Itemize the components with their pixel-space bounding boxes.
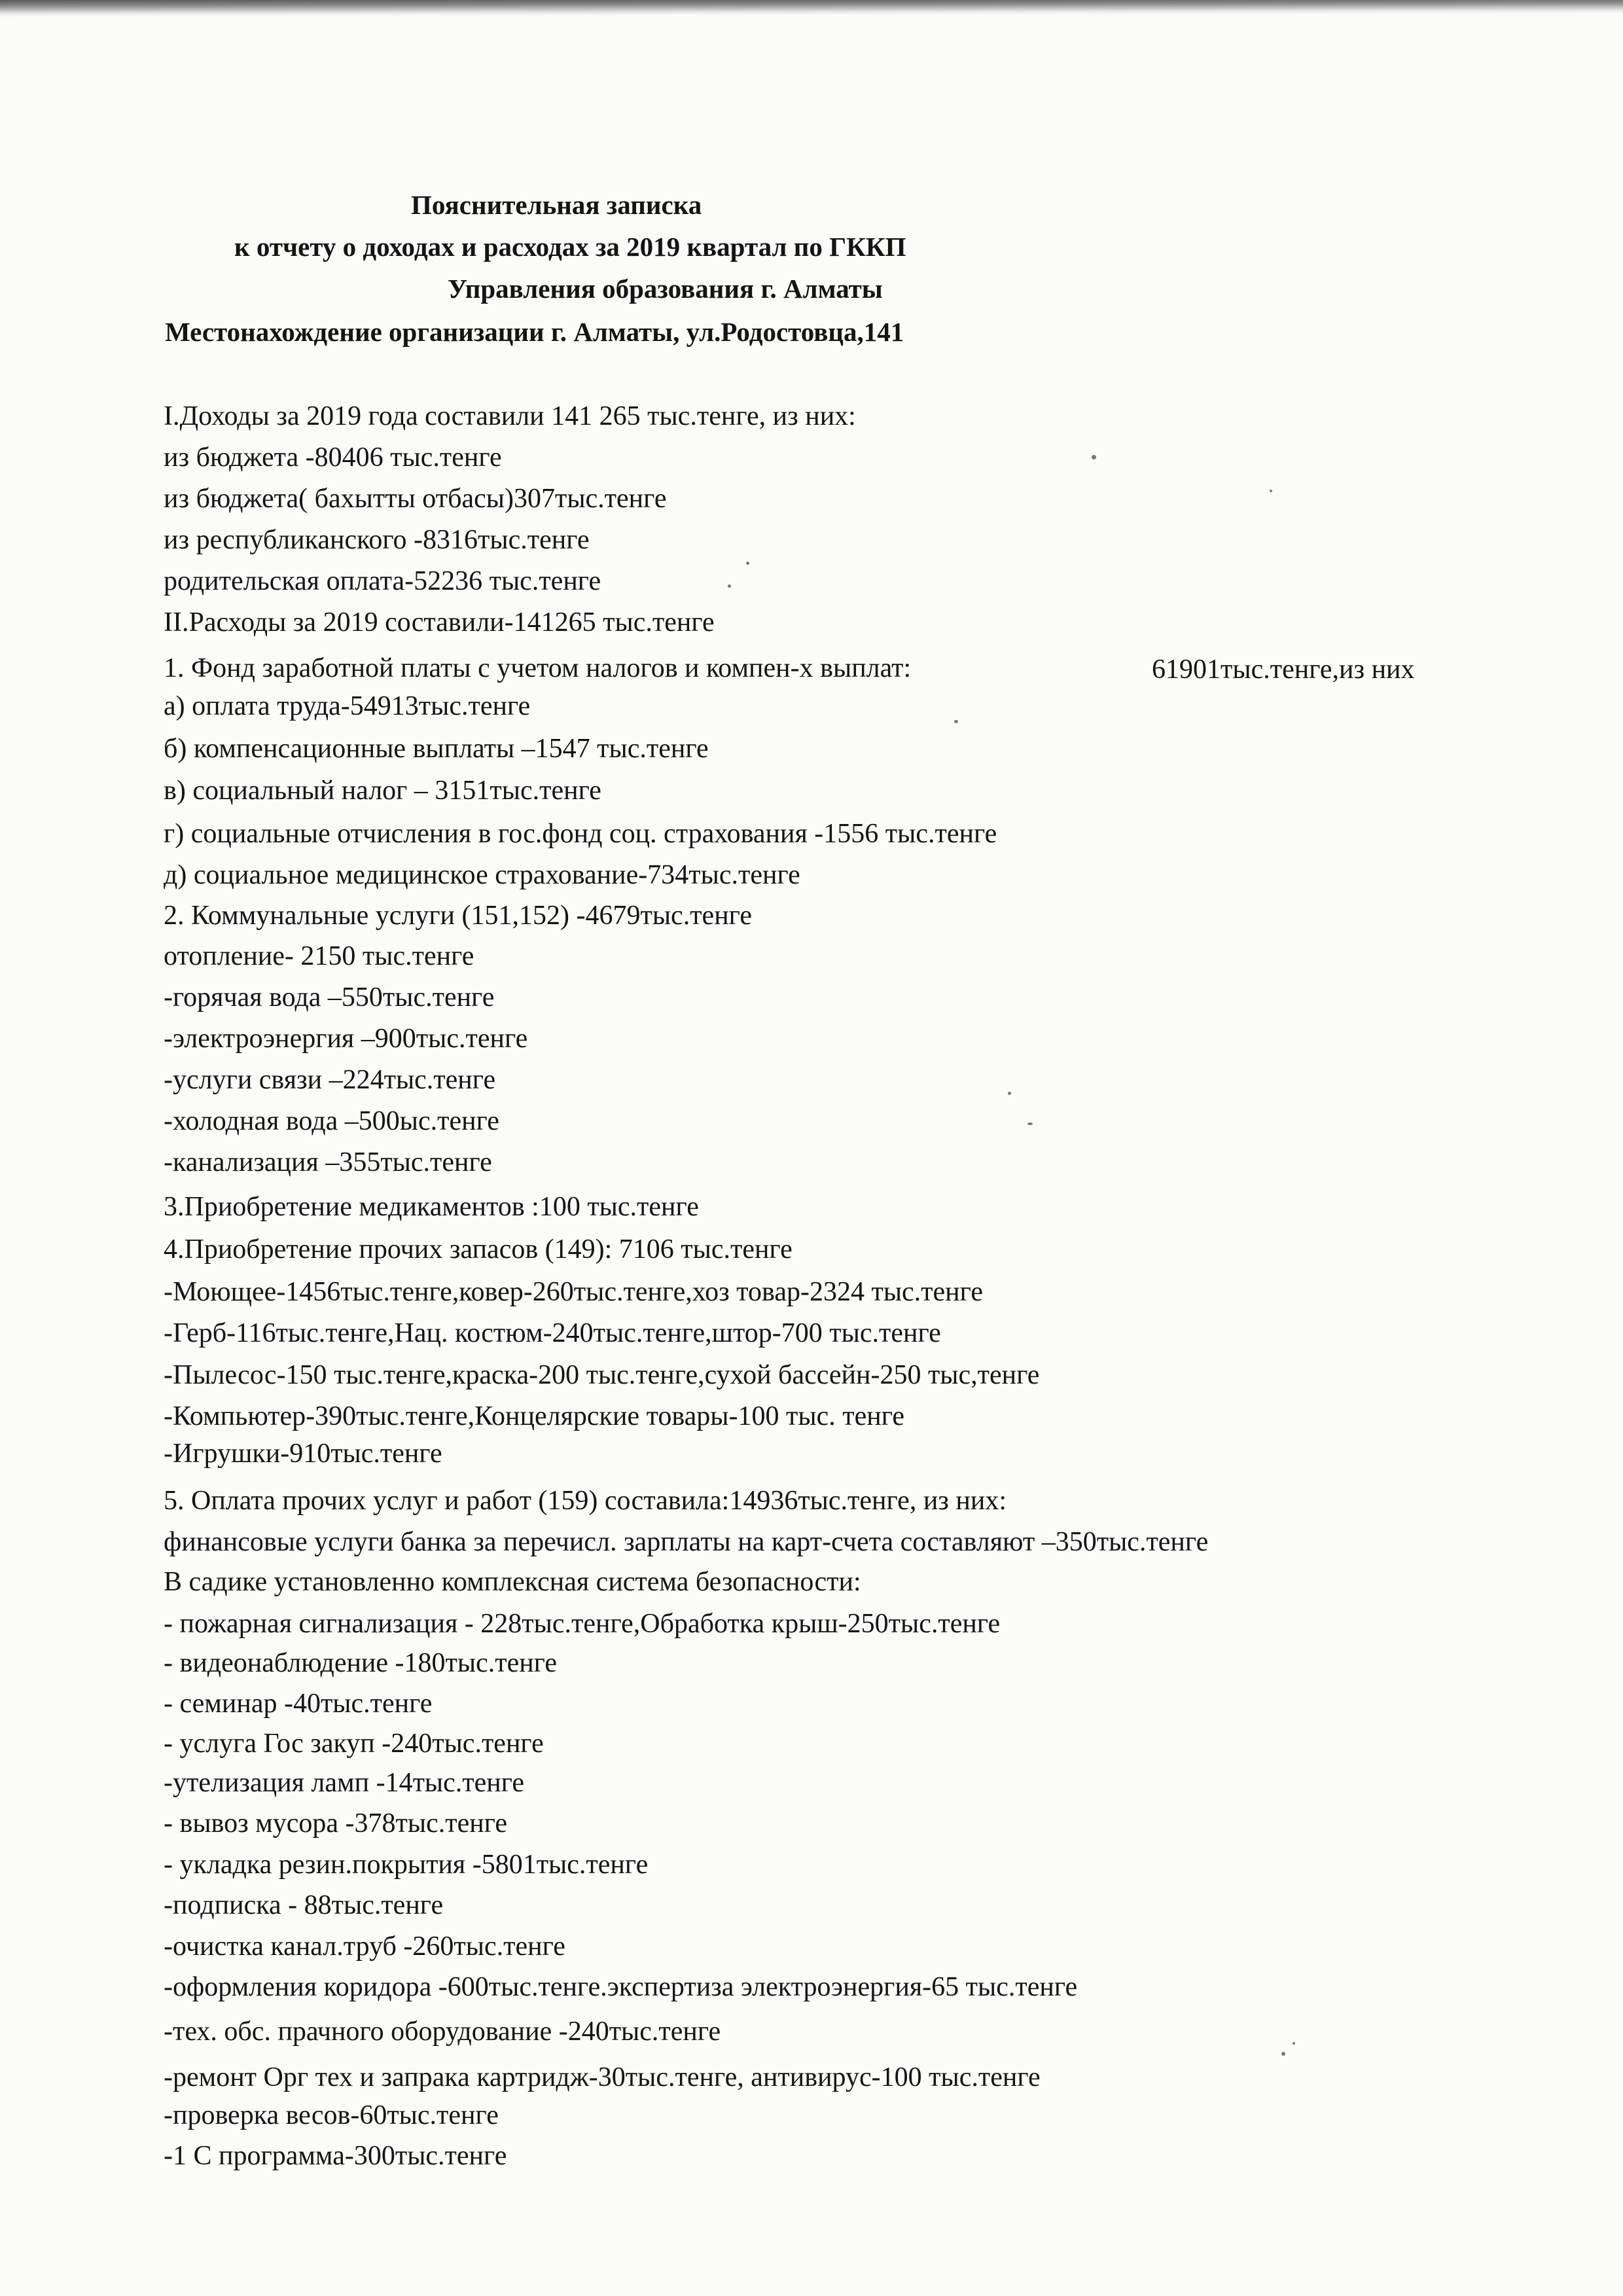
scan-speck bbox=[1027, 1122, 1033, 1125]
text-line: родительская оплата-52236 тыс.тенге bbox=[164, 566, 601, 596]
text-line: -канализация –355тыс.тенге bbox=[164, 1147, 492, 1177]
text-line: 5. Оплата прочих услуг и работ (159) составила:14936тыс.тенге, из них: bbox=[164, 1486, 1007, 1516]
organization-address: Местонахождение организации г. Алматы, ул.Родостовца,141 bbox=[165, 317, 904, 347]
text-line: -оформления коридора -600тыс.тенге.экспертиза электроэнергия-65 тыс.тенге bbox=[164, 1972, 1078, 2002]
text-line: г) социальные отчисления в гос.фонд соц. страхования -1556 тыс.тенге bbox=[164, 819, 997, 849]
document-title: Пояснительная записка bbox=[411, 190, 702, 220]
text-line: -услуги связи –224тыс.тенге bbox=[164, 1065, 496, 1095]
text-line: -Компьютер-390тыс.тенге,Концелярские товары-100 тыс. тенге bbox=[164, 1401, 905, 1431]
text-line: - вывоз мусора -378тыс.тенге bbox=[164, 1808, 508, 1839]
text-line: - укладка резин.покрытия -5801тыс.тенге bbox=[164, 1850, 649, 1880]
scan-speck bbox=[1270, 490, 1272, 492]
text-line: -Моющее-1456тыс.тенге,ковер-260тыс.тенге,хоз товар-2324 тыс.тенге bbox=[164, 1277, 983, 1307]
text-line: д) социальное медицинское страхование-734тыс.тенге bbox=[164, 860, 800, 890]
scan-speck bbox=[1293, 2042, 1295, 2045]
text-line: -Пылесос-150 тыс.тенге,краска-200 тыс.тенге,сухой бассейн-250 тыс,тенге bbox=[164, 1360, 1040, 1390]
scan-top-edge bbox=[0, 0, 1623, 17]
text-line: -подписка - 88тыс.тенге bbox=[164, 1890, 444, 1920]
text-line: - видеонаблюдение -180тыс.тенге bbox=[164, 1648, 558, 1678]
text-line: из бюджета( бахытты отбасы)307тыс.тенге bbox=[164, 484, 667, 514]
text-line: а) оплата труда-54913тыс.тенге bbox=[164, 691, 531, 721]
scan-speck bbox=[1092, 455, 1096, 459]
text-line: в) социальный налог – 3151тыс.тенге bbox=[164, 776, 601, 806]
scan-speck bbox=[1008, 1092, 1011, 1095]
text-line: -1 С программа-300тыс.тенге bbox=[164, 2141, 507, 2171]
text-line: I.Доходы за 2019 года составили 141 265 тыс.тенге, из них: bbox=[164, 401, 856, 431]
text-line: из бюджета -80406 тыс.тенге bbox=[164, 442, 502, 473]
text-line: -утелизация ламп -14тыс.тенге bbox=[164, 1768, 525, 1798]
text-line: - пожарная сигнализация - 228тыс.тенге,Обработка крыш-250тыс.тенге bbox=[164, 1609, 1001, 1639]
text-line: 4.Приобретение прочих запасов (149): 7106 тыс.тенге bbox=[164, 1234, 793, 1265]
text-line: -очистка канал.труб -260тыс.тенге bbox=[164, 1931, 565, 1962]
text-line: 1. Фонд заработной платы с учетом налогов и компен-х выплат: bbox=[164, 653, 912, 683]
text-line: - услуга Гос закуп -240тыс.тенге bbox=[164, 1729, 544, 1759]
text-line: II.Расходы за 2019 составили-141265 тыс.тенге bbox=[164, 607, 715, 637]
text-line: -тех. обс. прачного оборудование -240тыс.тенге bbox=[164, 2017, 721, 2047]
text-line: б) компенсационные выплаты –1547 тыс.тенге bbox=[164, 734, 709, 764]
text-line: финансовые услуги банка за перечисл. зарплаты на карт-счета составляют –350тыс.тенге bbox=[164, 1527, 1209, 1557]
text-line: - семинар -40тыс.тенге bbox=[164, 1689, 433, 1719]
text-line: -горячая вода –550тыс.тенге bbox=[164, 982, 495, 1013]
text-line: отопление- 2150 тыс.тенге bbox=[164, 941, 474, 971]
text-line: из республиканского -8316тыс.тенге bbox=[164, 525, 590, 555]
text-line: -холодная вода –500ыс.тенге bbox=[164, 1106, 499, 1136]
organization-name: Управления образования г. Алматы bbox=[448, 274, 883, 304]
text-line: -Герб-116тыс.тенге,Нац. костюм-240тыс.тенге,штор-700 тыс.тенге bbox=[164, 1318, 941, 1348]
scan-speck bbox=[728, 584, 731, 588]
text-line: 3.Приобретение медикаментов :100 тыс.тенге bbox=[164, 1192, 699, 1222]
report-subtitle: к отчету о доходах и расходах за 2019 квартал по ГККП bbox=[234, 232, 906, 262]
text-line: -ремонт Орг тех и запрака картридж-30тыс.тенге, антивирус-100 тыс.тенге bbox=[164, 2062, 1041, 2092]
scan-speck bbox=[746, 562, 749, 565]
text-line: -Игрушки-910тыс.тенге bbox=[164, 1439, 442, 1469]
text-line: 2. Коммунальные услуги (151,152) -4679тыс.тенге bbox=[164, 901, 752, 931]
wage-fund-total: 61901тыс.тенге,из них bbox=[1152, 655, 1415, 685]
scan-speck bbox=[954, 720, 958, 723]
text-line: В садике установленно комплексная система безопасности: bbox=[164, 1567, 861, 1597]
text-line: -электроэнергия –900тыс.тенге bbox=[164, 1024, 528, 1054]
scan-speck bbox=[1281, 2052, 1285, 2056]
text-line: -проверка весов-60тыс.тенге bbox=[164, 2100, 499, 2130]
